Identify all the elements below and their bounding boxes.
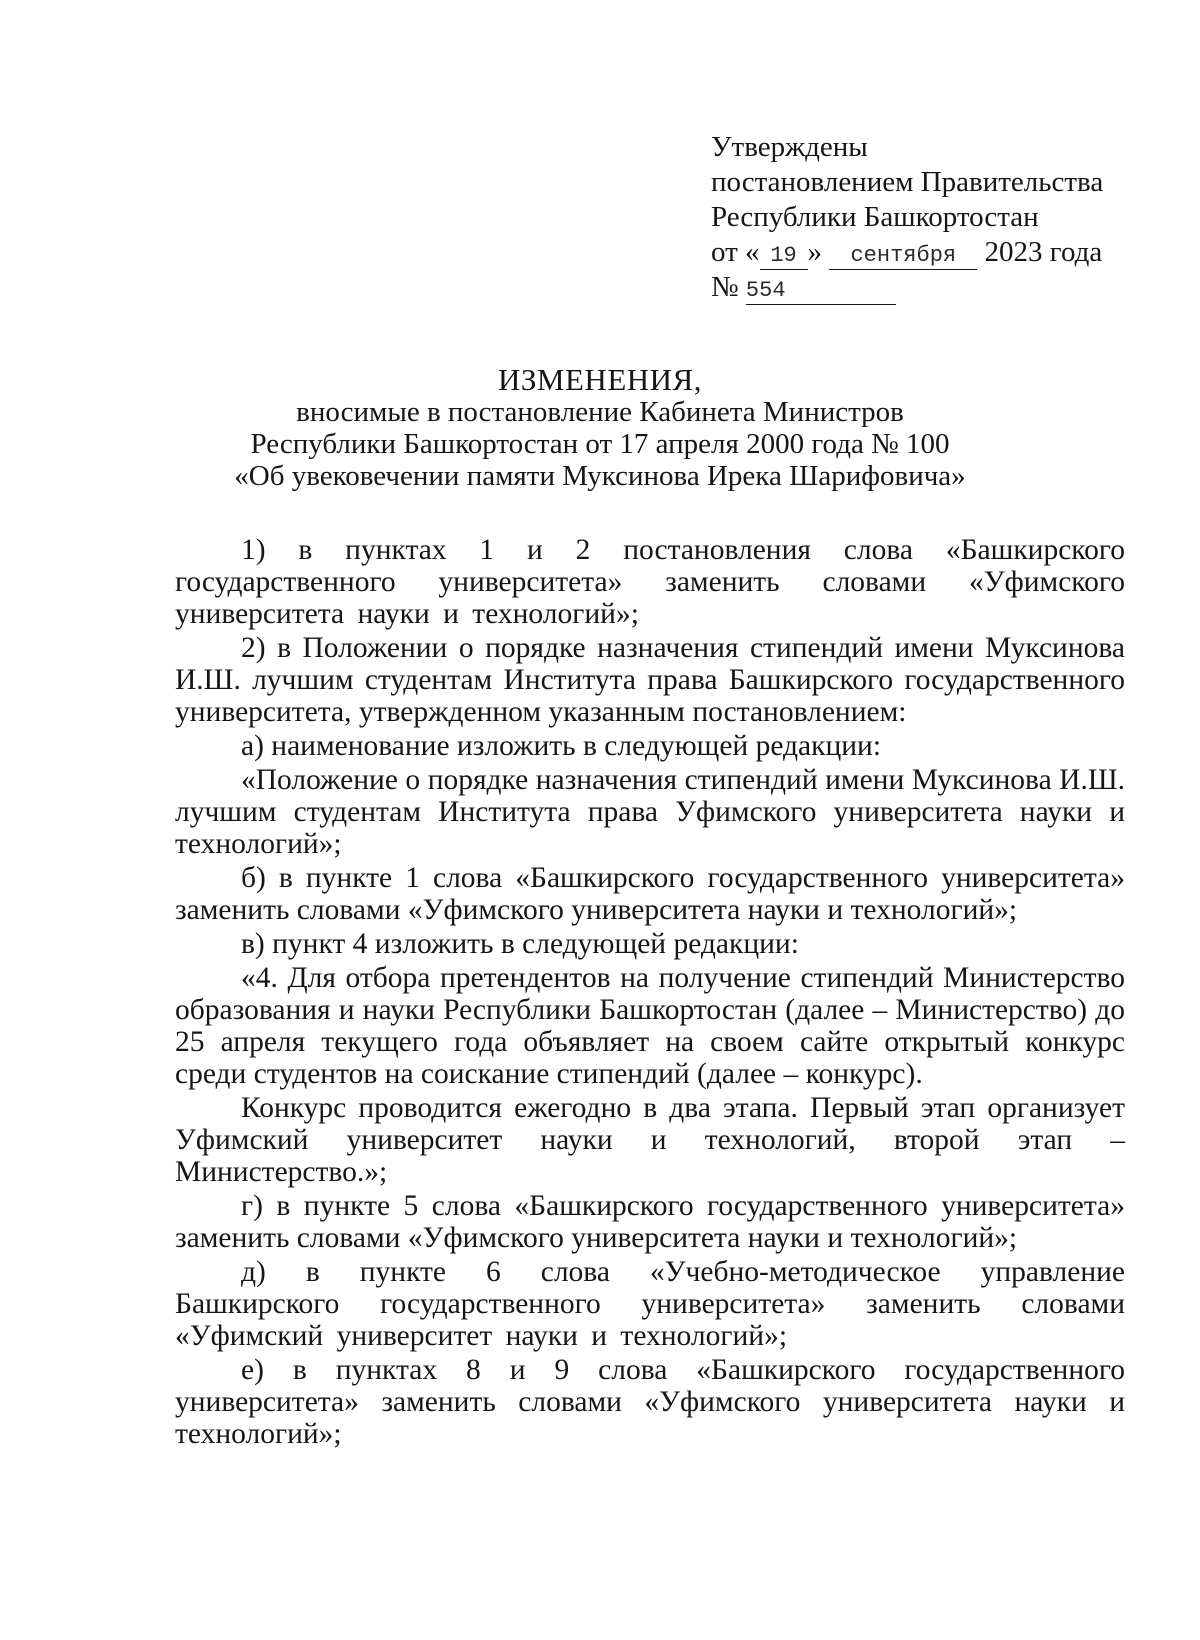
approval-line-resolution: постановлением Правительства xyxy=(711,166,1104,198)
approval-line-approved: Утверждены xyxy=(711,131,868,163)
number-value: 554 xyxy=(746,278,896,305)
paragraph-d: д) в пункте 6 слова «Учебно-методическое управление Башкирского государственного университета» заменить словами «Уфимский университет науки и технологий»; xyxy=(175,1256,1125,1352)
approval-number xyxy=(711,270,1103,305)
paragraph-b: б) в пункте 1 слова «Башкирского государственного университета» заменить словами «Уфимского университета науки и технологий»; xyxy=(175,862,1125,926)
paragraph-v-text: «4. Для отбора претендентов на получение стипендий Министерство образования и науки Республики Башкортостан (далее – Министерство) до 25 апреля текущего года объявляет на своем сайте открытый конкурс среди студентов на соискание стипендий (далее – конкурс). xyxy=(175,962,1125,1090)
paragraph-e: е) в пунктах 8 и 9 слова «Башкирского государственного университета» заменить словами «Уфимского университета науки и технологий»; xyxy=(175,1354,1125,1450)
document-body xyxy=(175,534,1125,1452)
paragraph-2: 2) в Положении о порядке назначения стипендий имени Муксинова И.Ш. лучшим студентам Института права Башкирского государственного университета, утвержденном указанным постановлением: xyxy=(175,632,1125,728)
date-month: сентября xyxy=(829,243,977,270)
approval-date xyxy=(711,235,1103,270)
approval-block xyxy=(711,130,1103,305)
paragraph-contest: Конкурс проводится ежегодно в два этапа. Первый этап организует Уфимский университет науки и технологий, второй этап – Министерство.»; xyxy=(175,1092,1125,1188)
date-day: 19 xyxy=(760,243,808,270)
paragraph-g: г) в пункте 5 слова «Башкирского государственного университета» заменить словами «Уфимского университета науки и технологий»; xyxy=(175,1190,1125,1254)
document-heading xyxy=(150,364,1050,492)
date-prefix: от « xyxy=(711,236,760,268)
paragraph-1: 1) в пунктах 1 и 2 постановления слова «Башкирского государственного университета» заменить словами «Уфимского университета науки и технологий»; xyxy=(175,534,1125,630)
heading-line-2: вносимые в постановление Кабинета Министров xyxy=(296,396,904,428)
paragraph-a: а) наименование изложить в следующей редакции: xyxy=(241,730,882,762)
paragraph-v: в) пункт 4 изложить в следующей редакции: xyxy=(241,928,799,960)
heading-line-3: Республики Башкортостан от 17 апреля 2000 года № 100 xyxy=(250,428,950,460)
number-prefix: № xyxy=(711,271,739,303)
date-year: 2023 года xyxy=(984,236,1103,268)
heading-title: ИЗМЕНЕНИЯ, xyxy=(498,362,702,397)
heading-line-4: «Об увековечении памяти Муксинова Ирека Шарифовича» xyxy=(234,460,966,492)
approval-line-republic: Республики Башкортостан xyxy=(711,201,1039,233)
paragraph-a-text: «Положение о порядке назначения стипендий имени Муксинова И.Ш. лучшим студентам Института права Уфимского университета науки и технологий»; xyxy=(175,764,1125,860)
date-mid: » xyxy=(807,236,823,268)
